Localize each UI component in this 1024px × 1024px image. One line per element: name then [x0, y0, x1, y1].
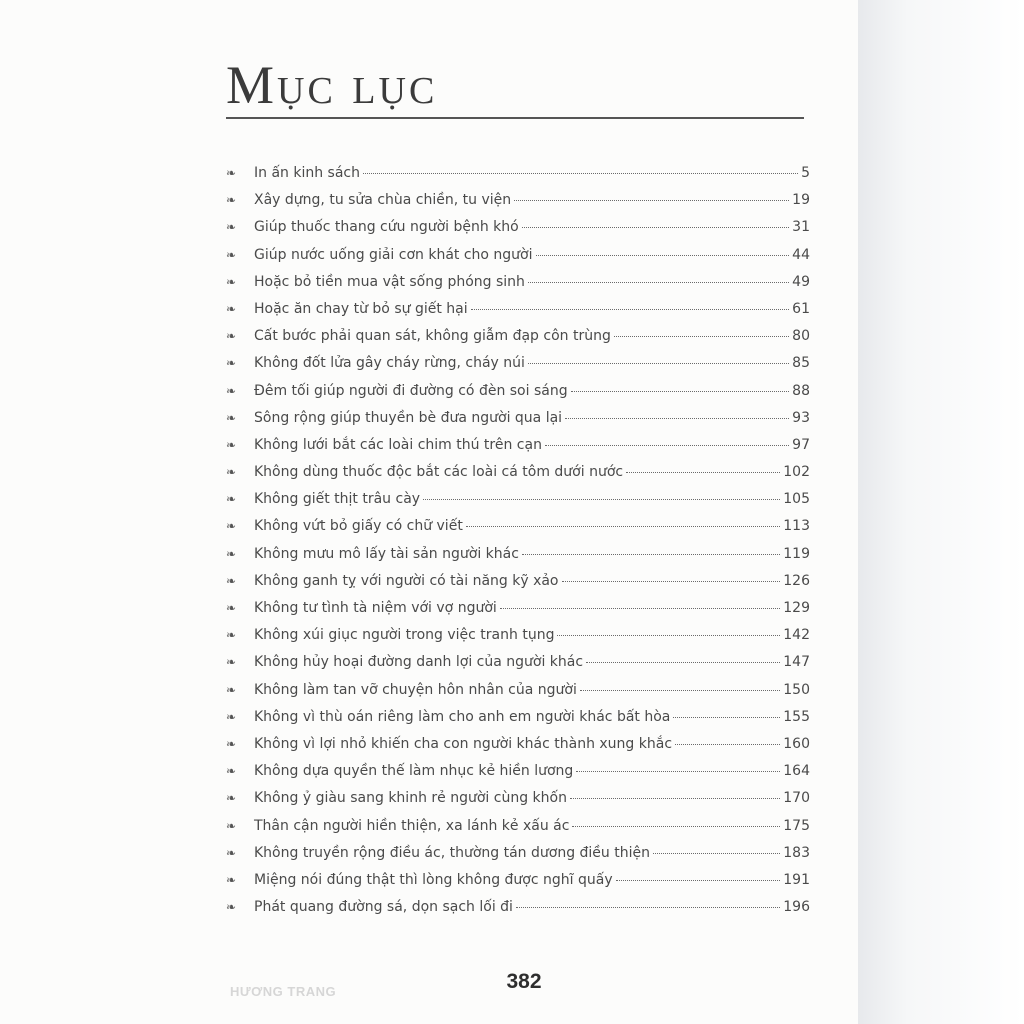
- toc-entry-title: Không hủy hoại đường danh lợi của người khác: [254, 654, 584, 671]
- toc-entry-page: 119: [783, 545, 810, 562]
- lotus-leaf-bullet-icon: ❧: [226, 437, 237, 452]
- toc-entry: [226, 654, 810, 681]
- page-title: Mục lục: [226, 55, 438, 115]
- page-number: 382: [506, 970, 542, 993]
- lotus-leaf-bullet-icon: ❧: [226, 166, 237, 180]
- dot-leader: [528, 363, 789, 364]
- toc-entry-page: 5: [801, 165, 810, 181]
- dot-leader: [565, 418, 789, 419]
- toc-entry-page: 102: [783, 464, 810, 481]
- toc-entry-page: 183: [783, 844, 810, 861]
- toc-entry-title: Không ỷ giàu sang khinh rẻ người cùng khốn: [254, 790, 567, 807]
- lotus-leaf-bullet-icon: ❧: [226, 818, 237, 833]
- dot-leader: [536, 255, 790, 256]
- lotus-leaf-bullet-icon: ❧: [226, 465, 237, 480]
- lotus-leaf-bullet-icon: ❧: [226, 628, 237, 643]
- toc-entry-page: 170: [783, 790, 810, 807]
- lotus-leaf-bullet-icon: ❧: [226, 329, 237, 344]
- toc-entry-title: Giúp nước uống giải cơn khát cho người: [254, 246, 533, 263]
- toc-entry-title: Không tư tình tà niệm với vợ người: [254, 600, 497, 616]
- lotus-leaf-bullet-icon: ❧: [226, 356, 237, 371]
- toc-entry: [226, 872, 810, 899]
- toc-entry-page: 93: [792, 409, 810, 426]
- toc-entry: [226, 274, 810, 301]
- toc-entry-title: Không dùng thuốc độc bắt các loài cá tôm dưới nước: [254, 464, 624, 481]
- toc-entry-title: Không giết thịt trâu cày: [254, 491, 421, 508]
- toc-entry-title: Hoặc ăn chay từ bỏ sự giết hại: [254, 300, 468, 317]
- toc-entry: [226, 410, 810, 437]
- toc-entry: [226, 491, 810, 518]
- lotus-leaf-bullet-icon: ❧: [226, 682, 237, 697]
- toc-entry: [226, 573, 810, 600]
- toc-entry: [226, 437, 810, 464]
- page-edge-shadow: [858, 0, 1024, 1024]
- toc-entry: [226, 790, 810, 817]
- toc-entry-title: Đêm tối giúp người đi đường có đèn soi sáng: [254, 382, 568, 399]
- toc-entry: [226, 627, 810, 654]
- dot-leader: [570, 798, 780, 799]
- toc-entry-title: Xây dựng, tu sửa chùa chiền, tu viện: [254, 192, 512, 209]
- toc-entry-page: 164: [783, 763, 810, 780]
- lotus-leaf-bullet-icon: ❧: [226, 573, 237, 588]
- toc-entry-page: 150: [783, 681, 810, 698]
- toc-entry-title: Không đốt lửa gây cháy rừng, cháy núi: [254, 355, 525, 372]
- dot-leader: [626, 472, 780, 473]
- toc-entry-page: 126: [783, 572, 810, 589]
- toc-entry-page: 191: [783, 871, 810, 888]
- toc-entry-title: Giúp thuốc thang cứu người bệnh khó: [254, 219, 519, 236]
- dot-leader: [528, 282, 789, 283]
- toc-entry-page: 88: [792, 382, 810, 399]
- dot-leader: [572, 826, 780, 827]
- toc-entry-page: 105: [783, 491, 810, 508]
- toc-entry: [226, 301, 810, 328]
- toc-entry-page: 85: [792, 355, 810, 372]
- toc-entry-page: 97: [792, 436, 810, 453]
- lotus-leaf-bullet-icon: ❧: [226, 764, 237, 779]
- lotus-leaf-bullet-icon: ❧: [226, 601, 237, 615]
- toc-entry-page: 142: [783, 627, 810, 644]
- toc-entry-page: 160: [783, 735, 810, 752]
- toc-entry: [226, 165, 810, 192]
- toc-entry: [226, 219, 810, 246]
- toc-entry-page: 80: [792, 328, 810, 345]
- dot-leader: [522, 227, 789, 228]
- dot-leader: [616, 880, 781, 881]
- dot-leader: [586, 662, 780, 663]
- toc-entry-title: Thân cận người hiền thiện, xa lánh kẻ xấu ác: [254, 817, 570, 834]
- lotus-leaf-bullet-icon: ❧: [226, 872, 237, 887]
- toc-entry-title: Không truyền rộng điều ác, thường tán dương điều thiện: [254, 844, 650, 861]
- toc-entry-page: 31: [792, 219, 810, 236]
- toc-entry-title: Không làm tan vỡ chuyện hôn nhân của người: [254, 681, 577, 698]
- toc-entry: [226, 546, 810, 573]
- toc-entry: [226, 247, 810, 274]
- toc-entry: [226, 328, 810, 355]
- toc-entry-page: 196: [783, 899, 810, 916]
- dot-leader: [516, 907, 780, 908]
- toc-entry: [226, 763, 810, 790]
- dot-leader: [673, 717, 780, 718]
- lotus-leaf-bullet-icon: ❧: [226, 791, 237, 806]
- dot-leader: [500, 608, 780, 609]
- toc-entry-title: Miệng nói đúng thật thì lòng không được nghĩ quấy: [254, 871, 613, 888]
- toc-entry: [226, 899, 810, 926]
- toc-entry-title: Không dựa quyền thế làm nhục kẻ hiền lương: [254, 763, 574, 780]
- toc-entry: [226, 464, 810, 491]
- toc-entry-title: Phát quang đường sá, dọn sạch lối đi: [254, 899, 513, 916]
- toc-entry: [226, 355, 810, 382]
- toc-entry-title: Không mưu mô lấy tài sản người khác: [254, 545, 519, 562]
- toc-entry-page: 113: [783, 518, 810, 535]
- toc-entry-title: Không ganh tỵ với người có tài năng kỹ xảo: [254, 572, 559, 589]
- lotus-leaf-bullet-icon: ❧: [226, 655, 237, 670]
- lotus-leaf-bullet-icon: ❧: [226, 546, 237, 561]
- toc-entry: [226, 845, 810, 872]
- dot-leader: [571, 391, 790, 392]
- toc-entry: [226, 192, 810, 219]
- lotus-leaf-bullet-icon: ❧: [226, 492, 237, 507]
- lotus-leaf-bullet-icon: ❧: [226, 519, 237, 534]
- lotus-leaf-bullet-icon: ❧: [226, 193, 237, 208]
- toc-entry-title: Không vì lợi nhỏ khiến cha con người khác thành xung khắc: [254, 735, 673, 752]
- toc-entry-title: Không xúi giục người trong việc tranh tụng: [254, 627, 555, 644]
- dot-leader: [576, 771, 780, 772]
- dot-leader: [614, 336, 789, 337]
- lotus-leaf-bullet-icon: ❧: [226, 301, 237, 316]
- lotus-leaf-bullet-icon: ❧: [226, 247, 237, 262]
- toc-entry-title: Không vứt bỏ giấy có chữ viết: [254, 518, 463, 535]
- dot-leader: [522, 554, 780, 555]
- dot-leader: [471, 309, 790, 310]
- lotus-leaf-bullet-icon: ❧: [226, 220, 237, 235]
- toc-entry: [226, 818, 810, 845]
- dot-leader: [423, 499, 780, 500]
- toc-entry-title: Cất bước phải quan sát, không giẫm đạp côn trùng: [254, 328, 611, 345]
- lotus-leaf-bullet-icon: ❧: [226, 900, 237, 915]
- toc-entry-title: Sông rộng giúp thuyền bè đưa người qua lại: [254, 409, 563, 426]
- toc-entry: [226, 518, 810, 545]
- toc-entry-page: 175: [783, 817, 810, 834]
- dot-leader: [557, 635, 780, 636]
- toc-entry-page: 44: [792, 246, 810, 263]
- toc-entry: [226, 600, 810, 627]
- toc-entry-page: 61: [792, 300, 810, 317]
- lotus-leaf-bullet-icon: ❧: [226, 736, 237, 751]
- dot-leader: [653, 853, 780, 854]
- dot-leader: [514, 200, 789, 201]
- toc-entry-page: 155: [783, 708, 810, 725]
- toc-entry-title: Không lưới bắt các loài chim thú trên cạn: [254, 436, 542, 453]
- lotus-leaf-bullet-icon: ❧: [226, 274, 237, 289]
- dot-leader: [545, 445, 789, 446]
- toc-entry-title: Không vì thù oán riêng làm cho anh em người khác bất hòa: [254, 708, 671, 725]
- dot-leader: [363, 173, 798, 174]
- lotus-leaf-bullet-icon: ❧: [226, 410, 237, 425]
- toc-entry-page: 19: [792, 192, 810, 209]
- lotus-leaf-bullet-icon: ❧: [226, 709, 237, 724]
- dot-leader: [562, 581, 781, 582]
- table-of-contents: [226, 165, 810, 926]
- toc-entry: [226, 736, 810, 763]
- dot-leader: [675, 744, 780, 745]
- toc-entry: [226, 709, 810, 736]
- toc-entry-page: 49: [792, 273, 810, 290]
- dot-leader: [580, 690, 780, 691]
- toc-entry: [226, 383, 810, 410]
- lotus-leaf-bullet-icon: ❧: [226, 845, 237, 860]
- toc-entry-title: In ấn kinh sách: [254, 165, 360, 181]
- toc-entry: [226, 682, 810, 709]
- toc-entry-title: Hoặc bỏ tiền mua vật sống phóng sinh: [254, 273, 525, 290]
- dot-leader: [466, 526, 780, 527]
- title-divider: [226, 117, 804, 119]
- lotus-leaf-bullet-icon: ❧: [226, 383, 237, 398]
- publisher-watermark: HƯƠNG TRANG: [230, 984, 337, 999]
- toc-entry-page: 129: [783, 600, 810, 616]
- toc-entry-page: 147: [783, 654, 810, 671]
